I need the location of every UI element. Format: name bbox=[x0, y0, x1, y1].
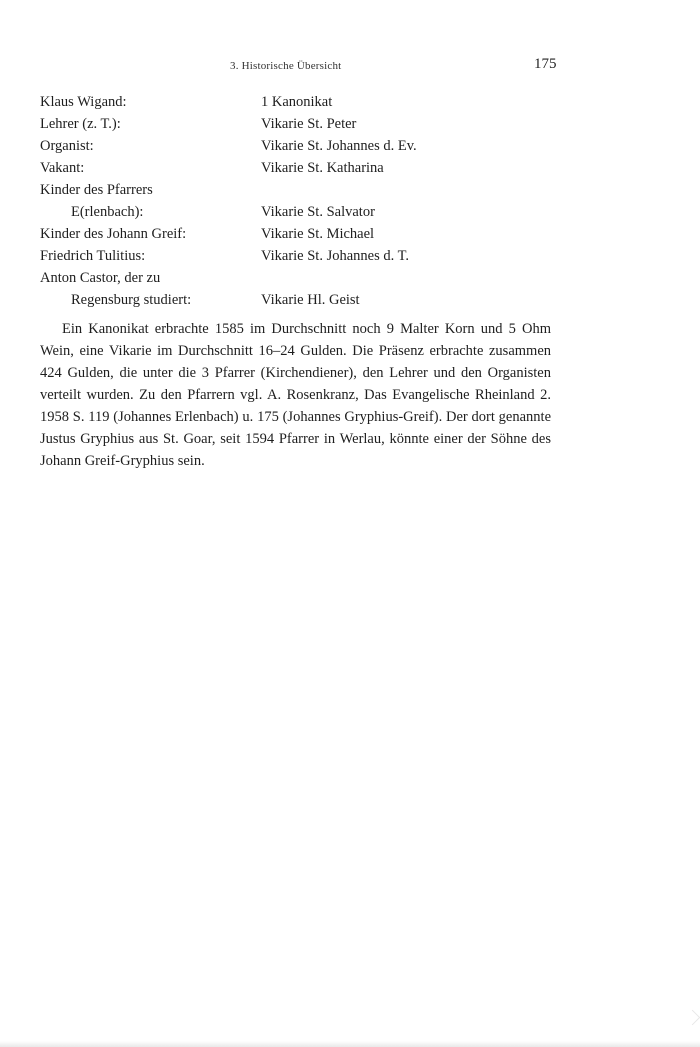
list-row bbox=[40, 201, 600, 223]
benefice: Vikarie Hl. Geist bbox=[261, 292, 360, 308]
page-number: 175 bbox=[534, 56, 557, 72]
list-row bbox=[40, 179, 600, 201]
list-row bbox=[40, 157, 600, 179]
person-name: Vakant: bbox=[40, 160, 85, 176]
list-row bbox=[40, 245, 600, 267]
benefice: Vikarie St. Salvator bbox=[261, 204, 375, 220]
benefice: 1 Kanonikat bbox=[261, 94, 333, 110]
person-name: Anton Castor, der zu bbox=[40, 270, 161, 286]
benefice: Vikarie St. Johannes d. T. bbox=[261, 248, 410, 264]
benefice: Vikarie St. Katharina bbox=[261, 160, 384, 176]
list-row bbox=[40, 267, 600, 289]
running-head bbox=[0, 56, 700, 76]
person-name: E(rlenbach): bbox=[71, 204, 144, 220]
person-name: Kinder des Johann Greif: bbox=[40, 226, 187, 242]
person-name: Lehrer (z. T.): bbox=[40, 116, 121, 132]
person-name: Regensburg studiert: bbox=[71, 292, 192, 308]
scan-edge bbox=[0, 1041, 700, 1047]
body-paragraph: Ein Kanonikat erbrachte 1585 im Durchschnitt noch 9 Malter Korn und 5 Ohm Wein, eine Vikarie im Durchschnitt 16–24 Gulden. Die Präsenz erbrachte zusammen 424 Gulden, die unter die 3 Pfarrer (Kirchendiener), den Lehrer und den Organisten verteilt wurden. Zu den Pfarrern vgl. A. Rosenkranz, Das Evangelische Rheinland 2. 1958 S. 119 (Johannes Erlenbach) u. 175 (Johannes Gryphius-Greif). Der dort genannte Justus Gryphius aus St. Goar, seit 1594 Pfarrer in Werlau, könnte einer der Söhne des Johann Greif-Gryphius sein. bbox=[40, 321, 551, 469]
benefice: Vikarie St. Peter bbox=[261, 116, 357, 132]
benefice: Vikarie St. Johannes d. Ev. bbox=[261, 138, 417, 154]
assignment-list bbox=[40, 91, 600, 311]
scan-artifact bbox=[685, 1010, 700, 1026]
person-name: Klaus Wigand: bbox=[40, 94, 127, 110]
person-name: Friedrich Tulitius: bbox=[40, 248, 146, 264]
person-name: Kinder des Pfarrers bbox=[40, 182, 153, 198]
list-row bbox=[40, 113, 600, 135]
list-row bbox=[40, 223, 600, 245]
person-name: Organist: bbox=[40, 138, 94, 154]
running-title: 3. Historische Übersicht bbox=[230, 60, 342, 72]
benefice: Vikarie St. Michael bbox=[261, 226, 375, 242]
list-row bbox=[40, 135, 600, 157]
list-row bbox=[40, 91, 600, 113]
list-row bbox=[40, 289, 600, 311]
